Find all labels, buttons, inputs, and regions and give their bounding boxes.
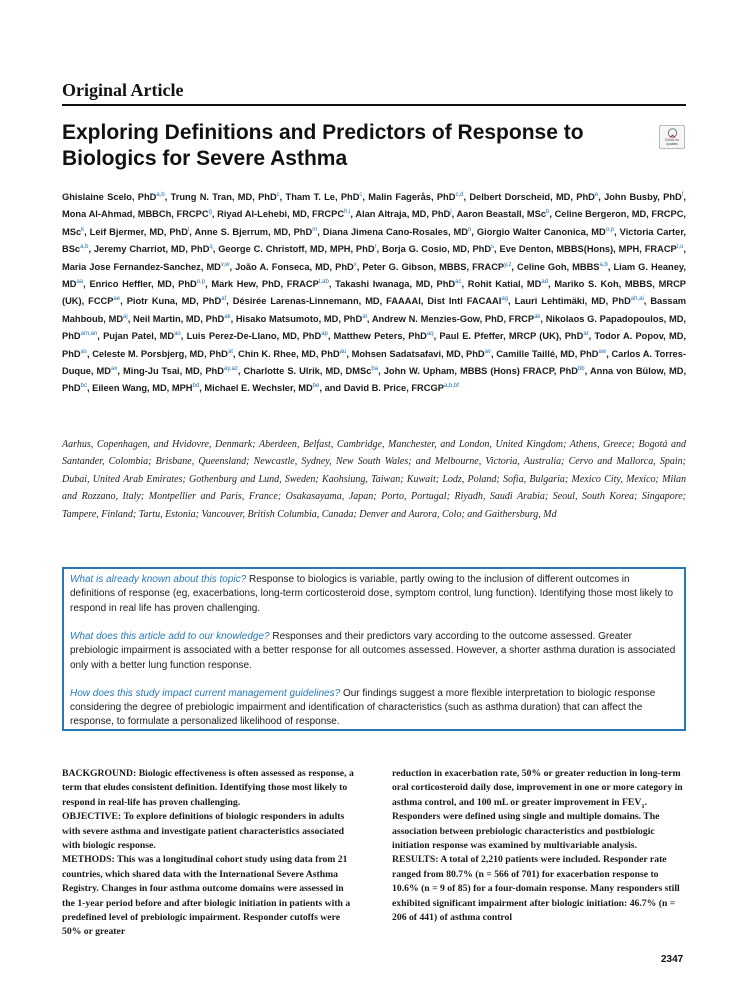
author-name: Jeremy Charriot, MD, PhD xyxy=(93,244,210,255)
author-name: Trung N. Tran, MD, PhD xyxy=(170,192,277,202)
author-affiliation-mark: j xyxy=(450,209,452,216)
author-affiliation-mark: bb xyxy=(577,365,585,372)
abstract-left-column xyxy=(62,767,356,940)
author-name: Victoria Carter, BSc xyxy=(62,226,687,255)
author-name: Tham T. Le, PhD xyxy=(285,192,360,202)
author-affiliation-mark: k xyxy=(81,226,85,233)
author-name: Maria Jose Fernandez-Sanchez, MD xyxy=(62,261,221,272)
summary-adds-question: What does this article add to our knowledge? xyxy=(70,630,270,642)
abstract-methods-continued xyxy=(392,767,686,853)
author-name: Eve Denton, MBBS(Hons), MPH, FRACP xyxy=(499,244,677,255)
author-affiliation-mark: h,i xyxy=(344,209,351,216)
author-affiliation-mark: ae xyxy=(113,296,121,303)
author-name: Aaron Beastall, MSc xyxy=(456,209,546,220)
author-name: Eileen Wang, MD, MPH xyxy=(92,383,193,394)
author-name: John W. Upham, MBBS (Hons) FRACP, PhD xyxy=(383,366,578,377)
page-number: 2347 xyxy=(661,954,684,965)
author-affiliation-mark: q xyxy=(209,244,213,251)
author-affiliation-mark: f xyxy=(681,191,684,198)
methods-label: METHODS: xyxy=(62,854,115,866)
author-name: Matthew Peters, PhD xyxy=(333,331,427,342)
author-name: Enrico Heffler, MD, PhD xyxy=(89,279,197,290)
author-name: Andrew N. Menzies-Gow, PhD, FRCP xyxy=(371,313,535,324)
author-affiliation-mark: ak xyxy=(224,313,231,320)
summary-known-answer: Response to biologics is variable, partly owing to the inclusion of different outcomes in definitions of response (eg, exacerbations, long-term corticosteroid dose, symptom control, lung function). Identifying those most likely to respond in real life has proven challenging. xyxy=(70,574,674,614)
author-name: Anna von Bülow, MD, PhD xyxy=(62,366,687,394)
author-name: Rohit Katial, MD xyxy=(467,279,542,290)
author-affiliation-mark: c,d xyxy=(455,191,464,198)
author-affiliation-mark: ac xyxy=(455,278,462,285)
author-affiliation-mark: bd xyxy=(192,383,200,390)
author-name: Chin K. Rhee, MD, PhD xyxy=(238,348,340,359)
results-text: A total of 2,210 patients were included. Responder rate ranged from 80.7% (n = 566 of 701) for exacerbation response to 10.6% (n = 9 of 85) for a four-domain response. Many responders still exhibited significant impairment after biologic initiation: 46.7% (n = 206 of 441) of asthma control xyxy=(392,854,680,924)
author-affiliation-mark: g xyxy=(208,209,212,216)
section-label: Original Article xyxy=(62,80,184,100)
author-name: Camille Taillé, MD, PhD xyxy=(496,348,599,359)
clinical-implications-box xyxy=(62,567,686,731)
fev-subscript: 1 xyxy=(641,802,645,810)
abstract-methods xyxy=(62,853,356,939)
author-name: Malin Fagerås, PhD xyxy=(368,192,456,202)
author-name: Michael E. Wechsler, MD xyxy=(204,383,313,394)
author-name: Giorgio Walter Canonica, MD xyxy=(476,226,606,237)
abstract-right-column xyxy=(392,767,686,940)
author-affiliation-mark: aa xyxy=(76,278,84,285)
author-name: Lauri Lehtimäki, MD, PhD xyxy=(514,296,631,307)
objective-text: To explore definitions of biologic responders in adults with severe asthma and investigate patient characteristics associated with biologic response. xyxy=(62,811,345,852)
author-name: João A. Fonseca, MD, PhD xyxy=(235,261,354,272)
author-name: Anne S. Bjerrum, MD, PhD xyxy=(194,226,313,237)
author-affiliation-mark: af xyxy=(221,296,227,303)
author-affiliation-mark: al xyxy=(362,313,367,320)
summary-known-question: What is already known about this topic? xyxy=(70,574,247,585)
author-affiliation-mark: a,b xyxy=(156,191,165,198)
author-affiliation-mark: c xyxy=(359,191,363,198)
objective-label: OBJECTIVE: xyxy=(62,811,122,823)
author-name: Riyad Al-Lehebi, MD, FRCPC xyxy=(217,209,345,220)
author-name: Alan Altraja, MD, PhD xyxy=(355,209,451,220)
author-name: Carlos A. Torres-Duque, MD xyxy=(62,348,686,377)
author-name: Ghislaine Scelo, PhD xyxy=(62,192,157,202)
abstract-results xyxy=(392,853,686,925)
author-name: Paul E. Pfeffer, MRCP (UK), PhD xyxy=(439,331,584,342)
author-affiliation-mark: ak xyxy=(534,313,541,320)
author-name: Diana Jimena Cano-Rosales, MD xyxy=(322,226,468,237)
affiliations: Aarhus, Copenhagen, and Hvidovre, Denmark; Aberdeen, Belfast, Cambridge, Manchester, and London, United Kingdom; Athens, Greece; Bogotá and Santander, Colombia; Brisbane, Queensland; Newcastle, Sydney, New South Wales; and Melbourne, Victoria, Australia; Cervo and Mallorca, Spain; Dubai, United Arab Emirates; Gothenburg and Lund, Sweden; Kaohsiung, Taiwan; Kuwait; Lodz, Poland; Sofia, Bulgaria; Mexico City, Mexico; Milan and Rozzano, Italy; Montpellier and Paris, France; Osakasayama, Japan; Porto, Portugal; Riyadh, Saudi Arabia; Seoul, South Korea; Singapore; Tampere, Finland; Tartu, Estonia; Vancouver, British Columbia, Canada; Denver and Aurora, Colo; and Gaithersburg, Md xyxy=(62,439,686,520)
author-name: Mohsen Sadatsafavi, MD, PhD xyxy=(351,348,485,359)
author-name: Todor A. Popov, MD, PhD xyxy=(62,331,687,359)
author-name: Nikolaos G. Papadopoulos, MD, PhD xyxy=(62,313,686,342)
author-affiliation-mark: av xyxy=(484,348,491,355)
author-name: Liam G. Heaney, MD xyxy=(62,261,686,290)
author-affiliation-mark: a,b xyxy=(80,244,89,251)
author-name: Celine Bergeron, MD, FRCPC, MSc xyxy=(62,209,687,237)
author-name: Bassam Mahboub, MD xyxy=(62,296,687,324)
author-name: Mark Hew, PhD, FRACP xyxy=(211,279,319,290)
author-name: Charlotte S. Ulrik, MD, DMSc xyxy=(243,366,372,377)
abstract-objective xyxy=(62,810,356,853)
methods-text: This was a longitudinal cohort study using data from 21 countries, which shared data with the International Severe Asthma Registry. Changes in four asthma outcome domains were assessed in the 1-year period before and after biologic initiation in patients with a predefined level of prebiologic impairment. Responder cutoffs were 50% or greater xyxy=(62,854,351,938)
author-name: Luis Perez-De-Llano, MD, PhD xyxy=(186,331,322,342)
author-name: Takashi Iwanaga, MD, PhD xyxy=(335,279,456,290)
author-affiliation-mark: m xyxy=(312,226,318,233)
author-affiliation-mark: at xyxy=(227,348,233,355)
author-affiliation-mark: y,z xyxy=(504,261,512,268)
author-affiliation-mark: r xyxy=(374,244,377,251)
author-affiliation-mark: b xyxy=(546,209,550,216)
methods-continued-text: reduction in exacerbation rate, 50% or greater reduction in long-term oral corticosteroid daily dose, improvement in one or more category in asthma control, and 100 mL or greater improvement in FEV xyxy=(392,768,683,808)
author-name: Borja G. Cosio, MD, PhD xyxy=(381,244,492,255)
author-affiliation-mark: x xyxy=(353,261,357,268)
author-name: John Busby, PhD xyxy=(604,192,682,202)
author-affiliation-mark: a,b xyxy=(599,261,608,268)
author-name: Celine Goh, MBBS xyxy=(516,261,600,272)
background-label: BACKGROUND: xyxy=(62,768,137,779)
author-affiliation-mark: ax xyxy=(111,365,118,372)
author-affiliation-mark: ba xyxy=(371,365,379,372)
abstract-columns xyxy=(62,767,686,940)
author-affiliation-mark: bc xyxy=(80,383,87,390)
author-affiliation-mark: aw xyxy=(598,348,607,355)
author-affiliation-mark: ao xyxy=(174,331,181,338)
summary-impact-answer: Our findings suggest a more flexible interpretation to biologic response considering the degree of prebiologic impairment and identification of characteristics (such as asthma duration) that can affect the response, to formulate a personalized likelihood of response. xyxy=(70,687,656,728)
update-badge-line1: Check for xyxy=(664,138,680,142)
abstract-background xyxy=(62,767,356,810)
author-affiliation-mark: t,ab xyxy=(318,278,329,285)
summary-impact-question: How does this study impact current management guidelines? xyxy=(70,687,341,699)
author-affiliation-mark: n xyxy=(468,226,472,233)
author-affiliation-mark: v,w xyxy=(220,261,230,268)
author-affiliation-mark: am,an xyxy=(80,331,98,338)
author-affiliation-mark: ag xyxy=(501,296,509,303)
author-affiliation-mark: c xyxy=(276,191,280,198)
update-badge-line2: updates xyxy=(666,141,678,146)
author-name: Pujan Patel, MD xyxy=(103,331,175,342)
author-affiliation-mark: ar xyxy=(583,331,589,338)
summary-adds xyxy=(70,630,676,673)
methods-end-text: . Responders were defined using single and multiple domains. The association between prebiologic characteristics and postbiologic initiation response was examined by multivariable analysis. xyxy=(392,796,660,852)
background-text: Biologic effectiveness is often assessed as response, a term that eludes consistent definition. Identifying those most likely to respond in real-life has proven challenging. xyxy=(62,768,354,808)
author-name: Désirée Larenas-Linnemann, MD, FAAAAI, Dist Intl FACAAI xyxy=(232,296,502,307)
results-label: RESULTS: xyxy=(392,854,439,866)
author-list: Ghislaine Scelo, PhD$^{a,b}$, Trung N. Tran, MD, PhD$^c$, Tham T. Le, PhD$^c$, Malin Fagerås, PhD$^{c,d}$, Delbert Dorscheid, MD, PhD$^e$, John Busby, PhD$^f$, Mona Al-Ahmad, MBBCh, FRCPC$^g$, Riyad Al-Lehebi, MD, FRCPC$^{h,i}$, Alan Altraja, MD, PhD$^j$, Aaron Beastall, MSc$^b$, Celine Bergeron, MD, FRCPC, MSc$^k$, Leif Bjermer, MD, PhD$^l$, Anne S. Bjerrum, MD, PhD$^m$, Diana Jimena Cano-Rosales, $MD^n$, Giorgio Walter Canonica, MD$^{o,p}$, Victoria Carter, BSc$^{a,b}$, Jeremy Charriot, MD, PhD$^q$, George C. Christoff, MD, MPH, PhD$^r$, Borja G. Cosio, MD, PhD$^s$, Eve Denton, MBBS(Hons), MPH, FRACP$^{t,u}$, Maria Jose Fernandez-Sanchez, MD$^{v,w}$, João A. Fonseca, MD, PhD$^x$, Peter G. Gibson, MBBS, FRACP$^{y,z}$, Celine Goh, MBBS$^{a,b}$, Liam G. Heaney, $MD^{aa}$, Enrico Heffler, MD, PhD$^{o,p}$, Mark Hew, PhD, $FRACP^{t,ab}$, Takashi Iwanaga, MD, PhD$^{ac}$, Rohit Katial, $MD^{ad}$, Mariko S. Koh, MBBS, MRCP (UK), $FCCP^{ae}$, Piotr Kuna, MD, PhD$^{af}$, Désirée Larenas-Linnemann, MD, FAAAAI, Dist Intl $FACAAI^{ag}$, Lauri Lehtimäki, MD, PhD$^{ah,ai}$, Bassam Mahboub, $MD^{aj}$, Neil Martin, MD, PhD$^{ak}$, Hisako Matsumoto, MD, PhD$^{al}$, Andrew N. Menzies-Gow, PhD, $FRCP^{ak}$, Nikolaos G. Papadopoulos, MD, PhD$^{am,an}$, Pujan Patel, $MD^{ao}$, Luis Perez-De-Llano, MD, PhD$^{ap}$, Matthew Peters, PhD$^{aq}$, Paul E. Pfeffer, MRCP (UK), PhD$^{ar}$, Todor A. Popov, MD, PhD$^{as}$, Celeste M. Porsbjerg, MD, PhD$^{at}$, Chin K. Rhee, MD, PhD$^{au}$, Mohsen Sadatsafavi, MD, PhD$^{av}$, Camille Taillé, MD, PhD$^{aw}$, Carlos A. Torres-Duque, $MD^{ax}$, Ming-Ju Tsai, MD, PhD$^{ay,az}$, Charlotte S. Ulrik, MD, DMSc$^{ba}$, John W. Upham, MBBS (Hons) FRACP, PhD$^{bb}$, Anna von Bülow, MD, PhD$^{bc}$, Eileen Wang, MD, $MPH^{bd}$, Michael E. Wechsler, $MD^{be}$, and David B. Price, $FRCGP^{a,b,bf}$ xyxy=(62,191,687,394)
summary-known xyxy=(70,573,676,616)
author-affiliation-mark: as xyxy=(80,348,87,355)
author-affiliation-mark: l xyxy=(187,226,190,233)
author-name: Mona Al-Ahmad, MBBCh, FRCPC xyxy=(62,209,209,220)
summary-adds-answer: Responses and their predictors vary according to the outcome assessed. Greater prebiologic impairment is associated with a better response for all outcomes assessed. However, a shorter asthma duration is associated only with a better lung function response. xyxy=(70,630,676,671)
author-affiliation-mark: t,u xyxy=(676,244,684,251)
author-affiliation-mark: au xyxy=(339,348,347,355)
article-title: Exploring Definitions and Predictors of Response to Biologics for Severe Asthma xyxy=(62,121,584,170)
author-name: David B. Price, FRCGP xyxy=(343,383,444,394)
author-affiliation-mark: ay,az xyxy=(223,365,238,372)
header-rule xyxy=(62,104,686,106)
author-name: Neil Martin, MD, PhD xyxy=(133,313,225,324)
author-name: Ming-Ju Tsai, MD, PhD xyxy=(123,366,224,377)
author-affiliation-mark: ap xyxy=(321,331,328,338)
check-for-updates-button[interactable] xyxy=(659,125,685,149)
author-name: Celeste M. Porsbjerg, MD, PhD xyxy=(92,348,228,359)
author-affiliation-mark: ah,ai xyxy=(630,296,644,303)
author-affiliation-mark: ad xyxy=(541,278,549,285)
summary-impact xyxy=(70,687,676,730)
author-affiliation-mark: be xyxy=(312,383,320,390)
author-affiliation-mark: a,b,bf xyxy=(443,383,459,390)
author-affiliation-mark: e xyxy=(594,191,599,198)
author-name: Mariko S. Koh, MBBS, MRCP (UK), FCCP xyxy=(62,279,686,307)
author-affiliation-mark: o,p xyxy=(605,226,615,233)
author-name: Piotr Kuna, MD, PhD xyxy=(126,296,222,307)
author-name: Delbert Dorscheid, MD, PhD xyxy=(469,192,595,202)
author-name: Leif Bjermer, MD, PhD xyxy=(89,226,188,237)
author-affiliation-mark: s xyxy=(491,244,495,251)
author-name: Peter G. Gibson, MBBS, FRACP xyxy=(362,261,505,272)
author-affiliation-mark: aq xyxy=(426,331,434,338)
author-affiliation-mark: o,p xyxy=(196,278,206,285)
author-name: Hisako Matsumoto, MD, PhD xyxy=(235,313,363,324)
author-affiliation-mark: aj xyxy=(123,313,128,320)
author-name: George C. Christoff, MD, MPH, PhD xyxy=(218,244,375,255)
